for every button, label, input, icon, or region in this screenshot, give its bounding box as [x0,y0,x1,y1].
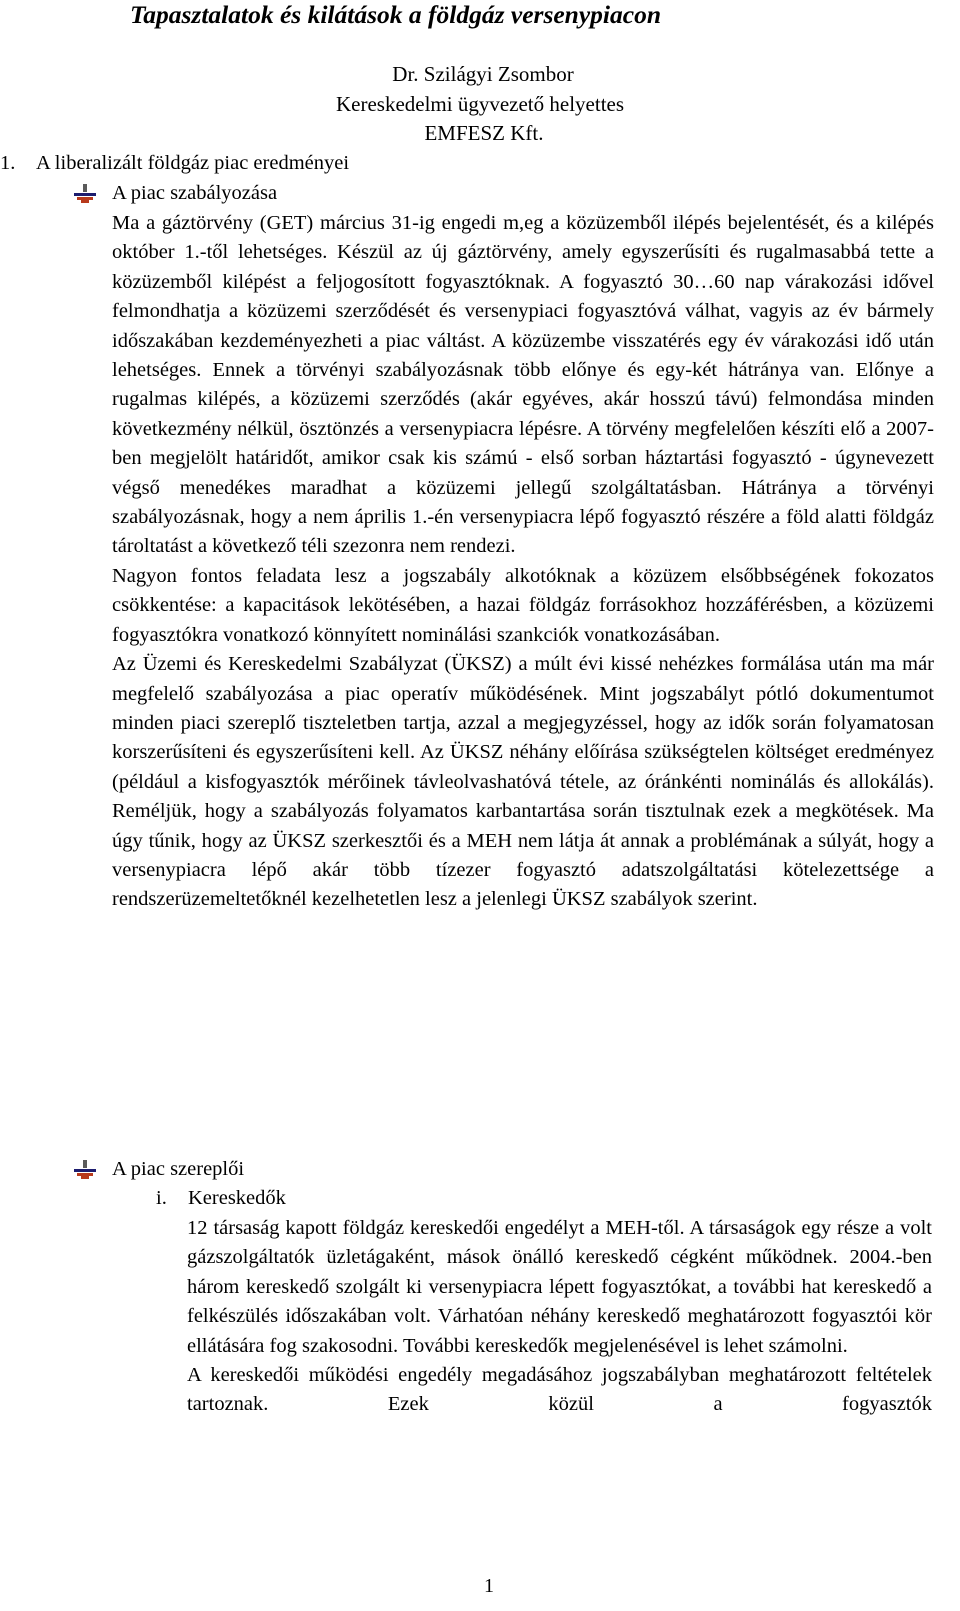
paragraph: Az Üzemi és Kereskedelmi Szabályzat (ÜKSZ) a múlt évi kissé nehézkes formálása után ma már megfelelő szabályozása a piac operatív működésének. Mint jogszabályt pótló dokumentumot minden piaci szereplő tiszteletben tartja, azzal a megjegyzéssel, hogy az idők során folyamatosan korszerűsíteni és egyszerűsíteni kell. Az ÜKSZ néhány előírása szükségtelen költséget eredményez (például a kisfogyasztók mérőinek távleolvashatóvá tétele, az óránkénti nominálás és allokálás). Reméljük, hogy a szabályozás folyamatos karbantartása során tisztulnak ezek a megkötések. Ma úgy tűnik, hogy az ÜKSZ szerkesztői és a MEH nem látja át annak a problémának a súlyát, hogy a versenypiacra lépő akár több tízezer fogyasztó adatszolgáltatási kötelezettsége a rendszerüzemeltetőknél kezelhetetlen lesz a jelenlegi ÜKSZ szabályok szerint. [112,653,934,911]
author-position: Kereskedelmi ügyvezető helyettes [335,91,625,116]
page-number: 1 [484,1575,494,1597]
bullet-heading-text: A piac szereplői [112,1158,245,1180]
body-subsection-keresked [187,1214,932,1420]
author-name: Dr. Szilágyi Zsombor [392,62,574,86]
paragraph: Nagyon fontos feladata lesz a jogszabály alkotóknak a közüzem elsőbbségének fokozatos csökkentése: a kapacitások lekötésében, a hazai földgáz forrásokhoz hozzáférésben, a közüzemi fogyasztókra vonatkozó könnyített nominálási szankciók vonatkozásában. [112,564,934,646]
document-title: Tapasztalatok és kilátások a földgáz versenypiacon [130,0,662,29]
section-number: 1. [0,152,16,174]
paragraph: A kereskedői működési engedély megadásához jogszabályban meghatározott feltételek tartoznak. Ezek közül a fogyasztók [187,1364,932,1416]
author-company: EMFESZ Kft. [424,121,544,145]
author-block [0,60,960,149]
bullet-heading-text: A piac szabályozása [112,182,278,204]
subsection-title: Kereskedők [188,1187,286,1209]
paragraph: Ma a gáztörvény (GET) március 31-ig engedi m,eg a közüzemből ilépés bejelentését, és a kilépés október 1.-től lehetséges. Készül az új gáztörvény, amely egyszerűsíti és rugalmasabbá tette a közüzemből kilépést a feljogosított fogyasztóknak. A fogyasztó 30…60 nap várakozási idővel felmondhatja a közüzemi szerződését és versenypiaci fogyasztóvá válhat, vagyis az év bármely időszakában kezdeményezheti a piac váltást. A közüzembe visszatérés egy év várakozási idő után lehetséges. Ennek a törvényi szabályozásnak több előnye és egy-két hátránya van. Előnye a rugalmas kilépés, a közüzemi szerződés (akár egyéves, akár hosszú távú) felmondása minden következmény nélkül, ösztönzés a versenypiacra lépésre. A törvény megfelelően készíti elő a 2007-ben megjelölt határidőt, amikor csak kis számú - első sorban háztartási fogyasztó - úgynevezett végső menedékes maradhat a közüzemi jellegű szolgáltatásban. Hátránya a törvényi szabályozásnak, hogy a nem április 1.-én versenypiacra lépő fogyasztó részére a föld alatti földgáz tároltatást a következő téli szezonra nem rendezi. [112,212,934,558]
body-section-1 [112,209,934,915]
section-title: A liberalizált földgáz piac eredményei [36,152,350,174]
paragraph: 12 társaság kapott földgáz kereskedői engedélyt a MEH-től. A társaságok egy része a volt gázszolgáltatók üzletágaként, mások önálló kereskedő cégként működnek. 2004.-ben három kereskedő szolgált ki versenypiacra lépett fogyasztókat, a további hat kereskedő a felkészülés időszakában volt. Várhatóan néhány kereskedő meghatározott fogyasztói kör ellátására fog szakosodni. További kereskedők megjelenésével is lehet számolni. [187,1217,932,1357]
bullet-arrow-icon [74,184,96,204]
bullet-arrow-icon [74,1160,96,1180]
subsection-number: i. [156,1187,167,1209]
